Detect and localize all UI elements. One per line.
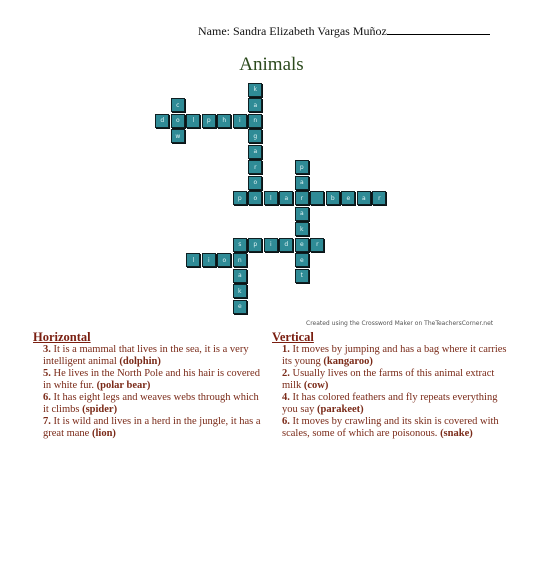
clue-text: It is a mammal that lives in the sea, it is a very intelligent animal [43, 344, 249, 367]
crossword-cell: a [295, 207, 309, 221]
vertical-clue [272, 368, 512, 392]
crossword-cell: e [341, 191, 355, 205]
horizontal-clue-list [33, 344, 265, 440]
horizontal-clue [33, 392, 265, 416]
crossword-cell: a [295, 176, 309, 190]
crossword-cell: e [233, 300, 247, 314]
crossword-cell: l [186, 114, 200, 128]
horizontal-clue [33, 368, 265, 392]
crossword-cell: b [326, 191, 340, 205]
clue-answer: (parakeet) [317, 404, 364, 415]
crossword-cell: c [171, 98, 185, 112]
crossword-cell: r [248, 160, 262, 174]
vertical-clue [272, 344, 512, 368]
crossword-cell: a [248, 145, 262, 159]
crossword-cell: a [279, 191, 293, 205]
vertical-clue [272, 416, 512, 440]
clue-number: 3. [43, 344, 51, 355]
crossword-cell: n [248, 114, 262, 128]
clue-text: It has eight legs and weaves webs through which it climbs [43, 392, 259, 415]
clue-number: 1. [282, 344, 290, 355]
crossword-cell: a [233, 269, 247, 283]
crossword-cell [310, 191, 324, 205]
clue-answer: (polar bear) [96, 380, 151, 391]
crossword-cell: e [295, 253, 309, 267]
clue-answer: (snake) [440, 428, 473, 439]
clue-answer: (lion) [91, 428, 116, 439]
horizontal-heading: Horizontal [33, 330, 91, 344]
crossword-cell: l [186, 253, 200, 267]
crossword-cell: t [295, 269, 309, 283]
clue-text: Usually lives on the farms of this animal extract milk [282, 368, 495, 391]
clue-text: It has colored feathers and fly repeats everything you say [282, 392, 498, 415]
crossword-cell: n [233, 253, 247, 267]
clue-answer: (cow) [303, 380, 329, 391]
vertical-clue [272, 392, 512, 416]
crossword-cell: p [202, 114, 216, 128]
horizontal-clue [33, 416, 265, 440]
crossword-cell: i [233, 114, 247, 128]
crossword-cell: a [248, 98, 262, 112]
clue-text: It is wild and lives in a herd in the jungle, it has a great mane [43, 416, 261, 439]
crossword-cell: k [295, 222, 309, 236]
crossword-cell: a [357, 191, 371, 205]
crossword-cell: o [217, 253, 231, 267]
crossword-cell: i [202, 253, 216, 267]
clue-number: 7. [43, 416, 51, 427]
crossword-cell: l [264, 191, 278, 205]
crossword-cell: r [310, 238, 324, 252]
clue-text: It moves by jumping and has a bag where it carries its young [282, 344, 507, 367]
crossword-cell: e [295, 238, 309, 252]
credit-line: Created using the Crossword Maker on TheTeachersCorner.net [306, 320, 494, 327]
clue-answer: (dolphin) [119, 356, 161, 367]
crossword-cell: o [248, 176, 262, 190]
crossword-cell: g [248, 129, 262, 143]
crossword-cell: p [248, 238, 262, 252]
crossword-cell: r [372, 191, 386, 205]
crossword-cell: k [248, 83, 262, 97]
crossword-cell: o [171, 114, 185, 128]
crossword-cell: d [279, 238, 293, 252]
vertical-clues [272, 331, 512, 440]
vertical-heading: Vertical [272, 330, 314, 344]
crossword-cell: r [295, 191, 309, 205]
crossword-cell: d [155, 114, 169, 128]
page-title: Animals [239, 54, 304, 75]
crossword-cell: p [295, 160, 309, 174]
clue-number: 6. [282, 416, 290, 427]
horizontal-clue [33, 344, 265, 368]
horizontal-clues [33, 331, 265, 440]
crossword-cell: w [171, 129, 185, 143]
crossword-cell: h [217, 114, 231, 128]
crossword-cell: p [233, 191, 247, 205]
crossword-cell: s [233, 238, 247, 252]
student-name: Name: Sandra Elizabeth Vargas Muñoz [198, 24, 387, 38]
clue-number: 5. [43, 368, 51, 379]
clue-answer: (kangaroo) [323, 356, 373, 367]
clue-answer: (spider) [82, 404, 118, 415]
clue-number: 4. [282, 392, 290, 403]
clue-number: 2. [282, 368, 290, 379]
crossword-cell: i [264, 238, 278, 252]
crossword-cell: o [248, 191, 262, 205]
clue-number: 6. [43, 392, 51, 403]
clue-text: It moves by crawling and its skin is covered with scales, some of which are poisonous. [282, 416, 499, 439]
clue-text: He lives in the North Pole and his hair is covered in white fur. [43, 368, 260, 391]
vertical-clue-list [272, 344, 512, 440]
crossword-cell: k [233, 284, 247, 298]
